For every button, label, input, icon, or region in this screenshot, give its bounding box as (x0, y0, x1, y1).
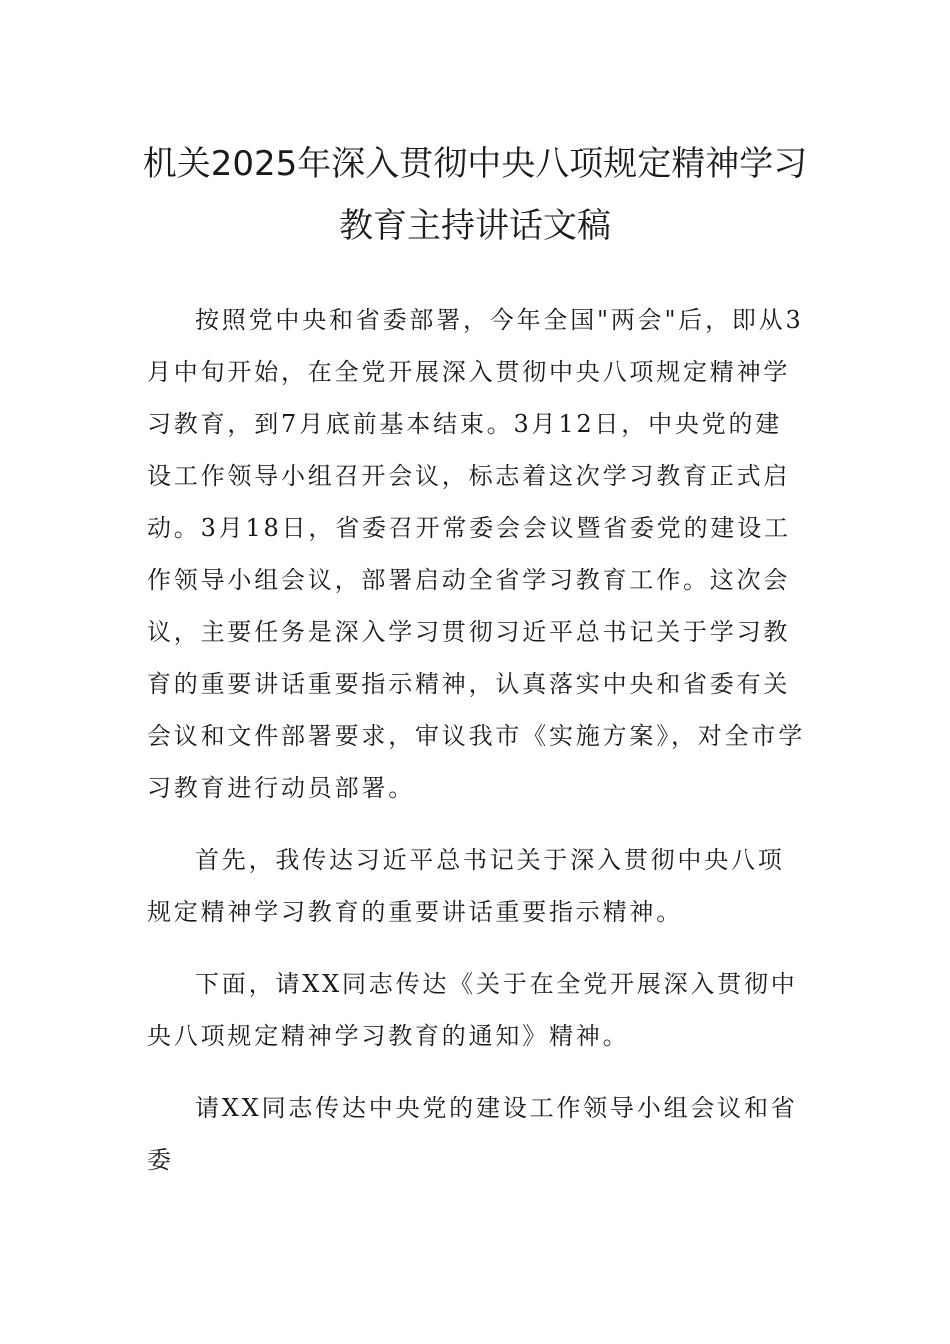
document-title: 机关2025年深入贯彻中央八项规定精神学习教育主持讲话文稿 (142, 144, 808, 246)
paragraph-third-item: 请XX同志传达中央党的建设工作领导小组会议和省委 (147, 1094, 798, 1174)
paragraph-second-item: 下面，请XX同志传达《关于在全党开展深入贯彻中央八项规定精神学习教育的通知》精神。 (147, 970, 798, 1050)
paragraph-intro: 按照党中央和省委部署，今年全国"两会"后，即从3月中旬开始，在全党开展深入贯彻中央八项规定精神学习教育，到7月底前基本结束。3月12日，中央党的建设工作领导小组召开会议，标志着这次学习教育正式启动。3月18日，省委召开常委会会议暨省委党的建设工作领导小组会议，部署启动全省学习教育工作。这次会议，主要任务是深入学习贯彻习近平总书记关于学习教育的重要讲话重要指示精神，认真落实中央和省委有关会议和文件部署要求，审议我市《实施方案》，对全市学习教育进行动员部署。 (147, 306, 805, 802)
paragraph-first-item: 首先，我传达习近平总书记关于深入贯彻中央八项规定精神学习教育的重要讲话重要指示精神。 (147, 846, 785, 926)
document-body (147, 294, 807, 1206)
